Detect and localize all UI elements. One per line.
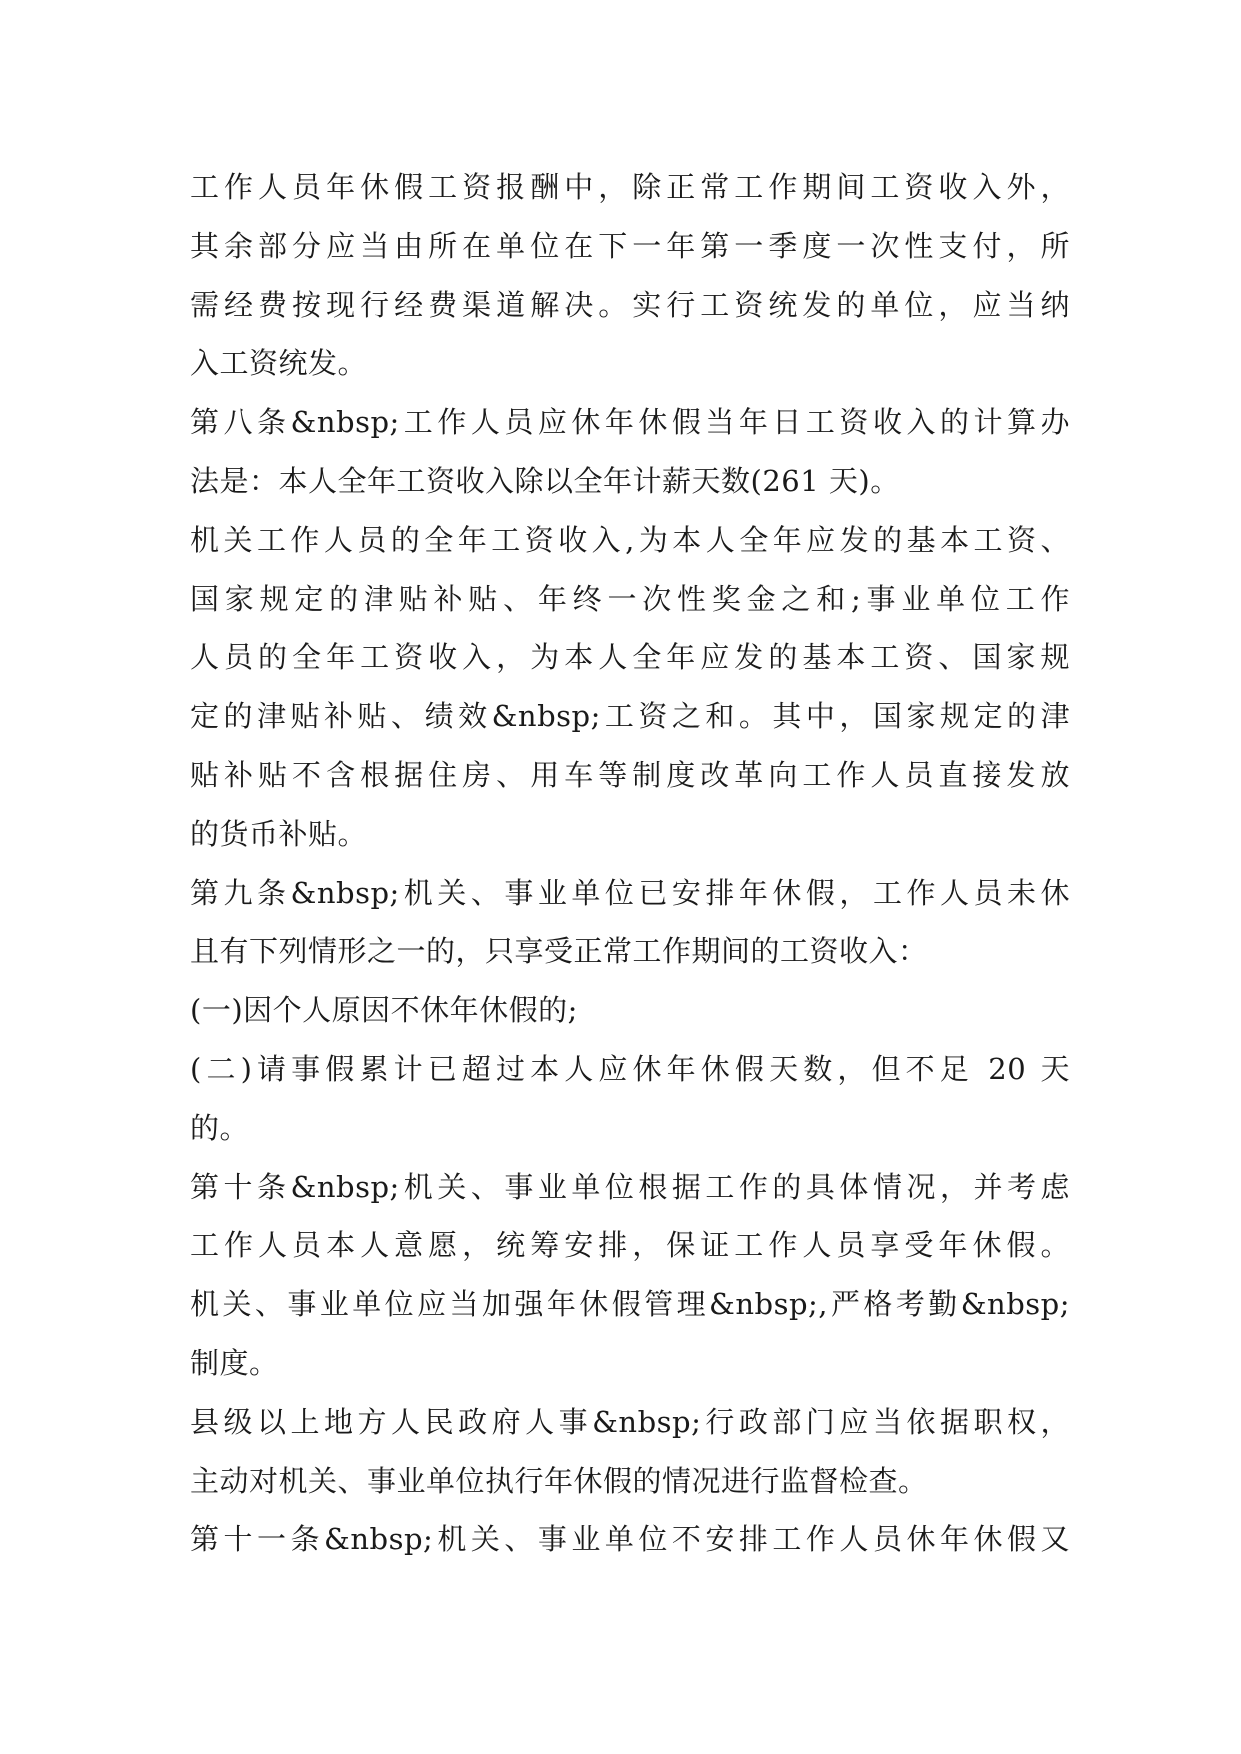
text-line-19: 工作人员本人意愿，统筹安排，保证工作人员享受年休假。 xyxy=(190,1228,1070,1263)
text-line-20: 机关、事业单位应当加强年休假管理&nbsp;,严格考勤&nbsp; xyxy=(190,1287,1070,1322)
text-line-13: 第九条&nbsp;机关、事业单位已安排年休假，工作人员未休 xyxy=(190,875,1070,910)
text-line-16: (二)请事假累计已超过本人应休年休假天数，但不足 20 天 xyxy=(190,1051,1070,1086)
text-line-18: 第十条&nbsp;机关、事业单位根据工作的具体情况，并考虑 xyxy=(190,1169,1070,1204)
text-line-2: 其余部分应当由所在单位在下一年第一季度一次性支付，所 xyxy=(190,228,1070,263)
text-line-4: 入工资统发。 xyxy=(190,346,368,381)
text-line-15: (一)因个人原因不休年休假的; xyxy=(190,993,578,1028)
text-line-21: 制度。 xyxy=(190,1345,279,1380)
text-line-3: 需经费按现行经费渠道解决。实行工资统发的单位，应当纳 xyxy=(190,287,1070,322)
text-line-22: 县级以上地方人民政府人事&nbsp;行政部门应当依据职权， xyxy=(190,1404,1070,1439)
text-line-6: 法是：本人全年工资收入除以全年计薪天数(261 天)。 xyxy=(190,463,900,498)
text-line-14: 且有下列情形之一的，只享受正常工作期间的工资收入： xyxy=(190,934,928,969)
text-line-24: 第十一条&nbsp;机关、事业单位不安排工作人员休年休假又 xyxy=(190,1522,1070,1557)
text-line-9: 人员的全年工资收入，为本人全年应发的基本工资、国家规 xyxy=(190,640,1070,675)
text-line-5: 第八条&nbsp;工作人员应休年休假当年日工资收入的计算办 xyxy=(190,405,1070,440)
text-line-17: 的。 xyxy=(190,1110,250,1145)
text-line-12: 的货币补贴。 xyxy=(190,816,368,851)
text-line-8: 国家规定的津贴补贴、年终一次性奖金之和;事业单位工作 xyxy=(190,581,1070,616)
text-line-11: 贴补贴不含根据住房、用车等制度改革向工作人员直接发放 xyxy=(190,757,1070,792)
text-line-10: 定的津贴补贴、绩效&nbsp;工资之和。其中，国家规定的津 xyxy=(190,699,1070,734)
text-line-7: 机关工作人员的全年工资收入,为本人全年应发的基本工资、 xyxy=(190,522,1070,557)
text-line-23: 主动对机关、事业单位执行年休假的情况进行监督检查。 xyxy=(190,1463,928,1498)
document-body xyxy=(190,158,1070,1569)
text-line-1: 工作人员年休假工资报酬中，除正常工作期间工资收入外， xyxy=(190,170,1070,204)
